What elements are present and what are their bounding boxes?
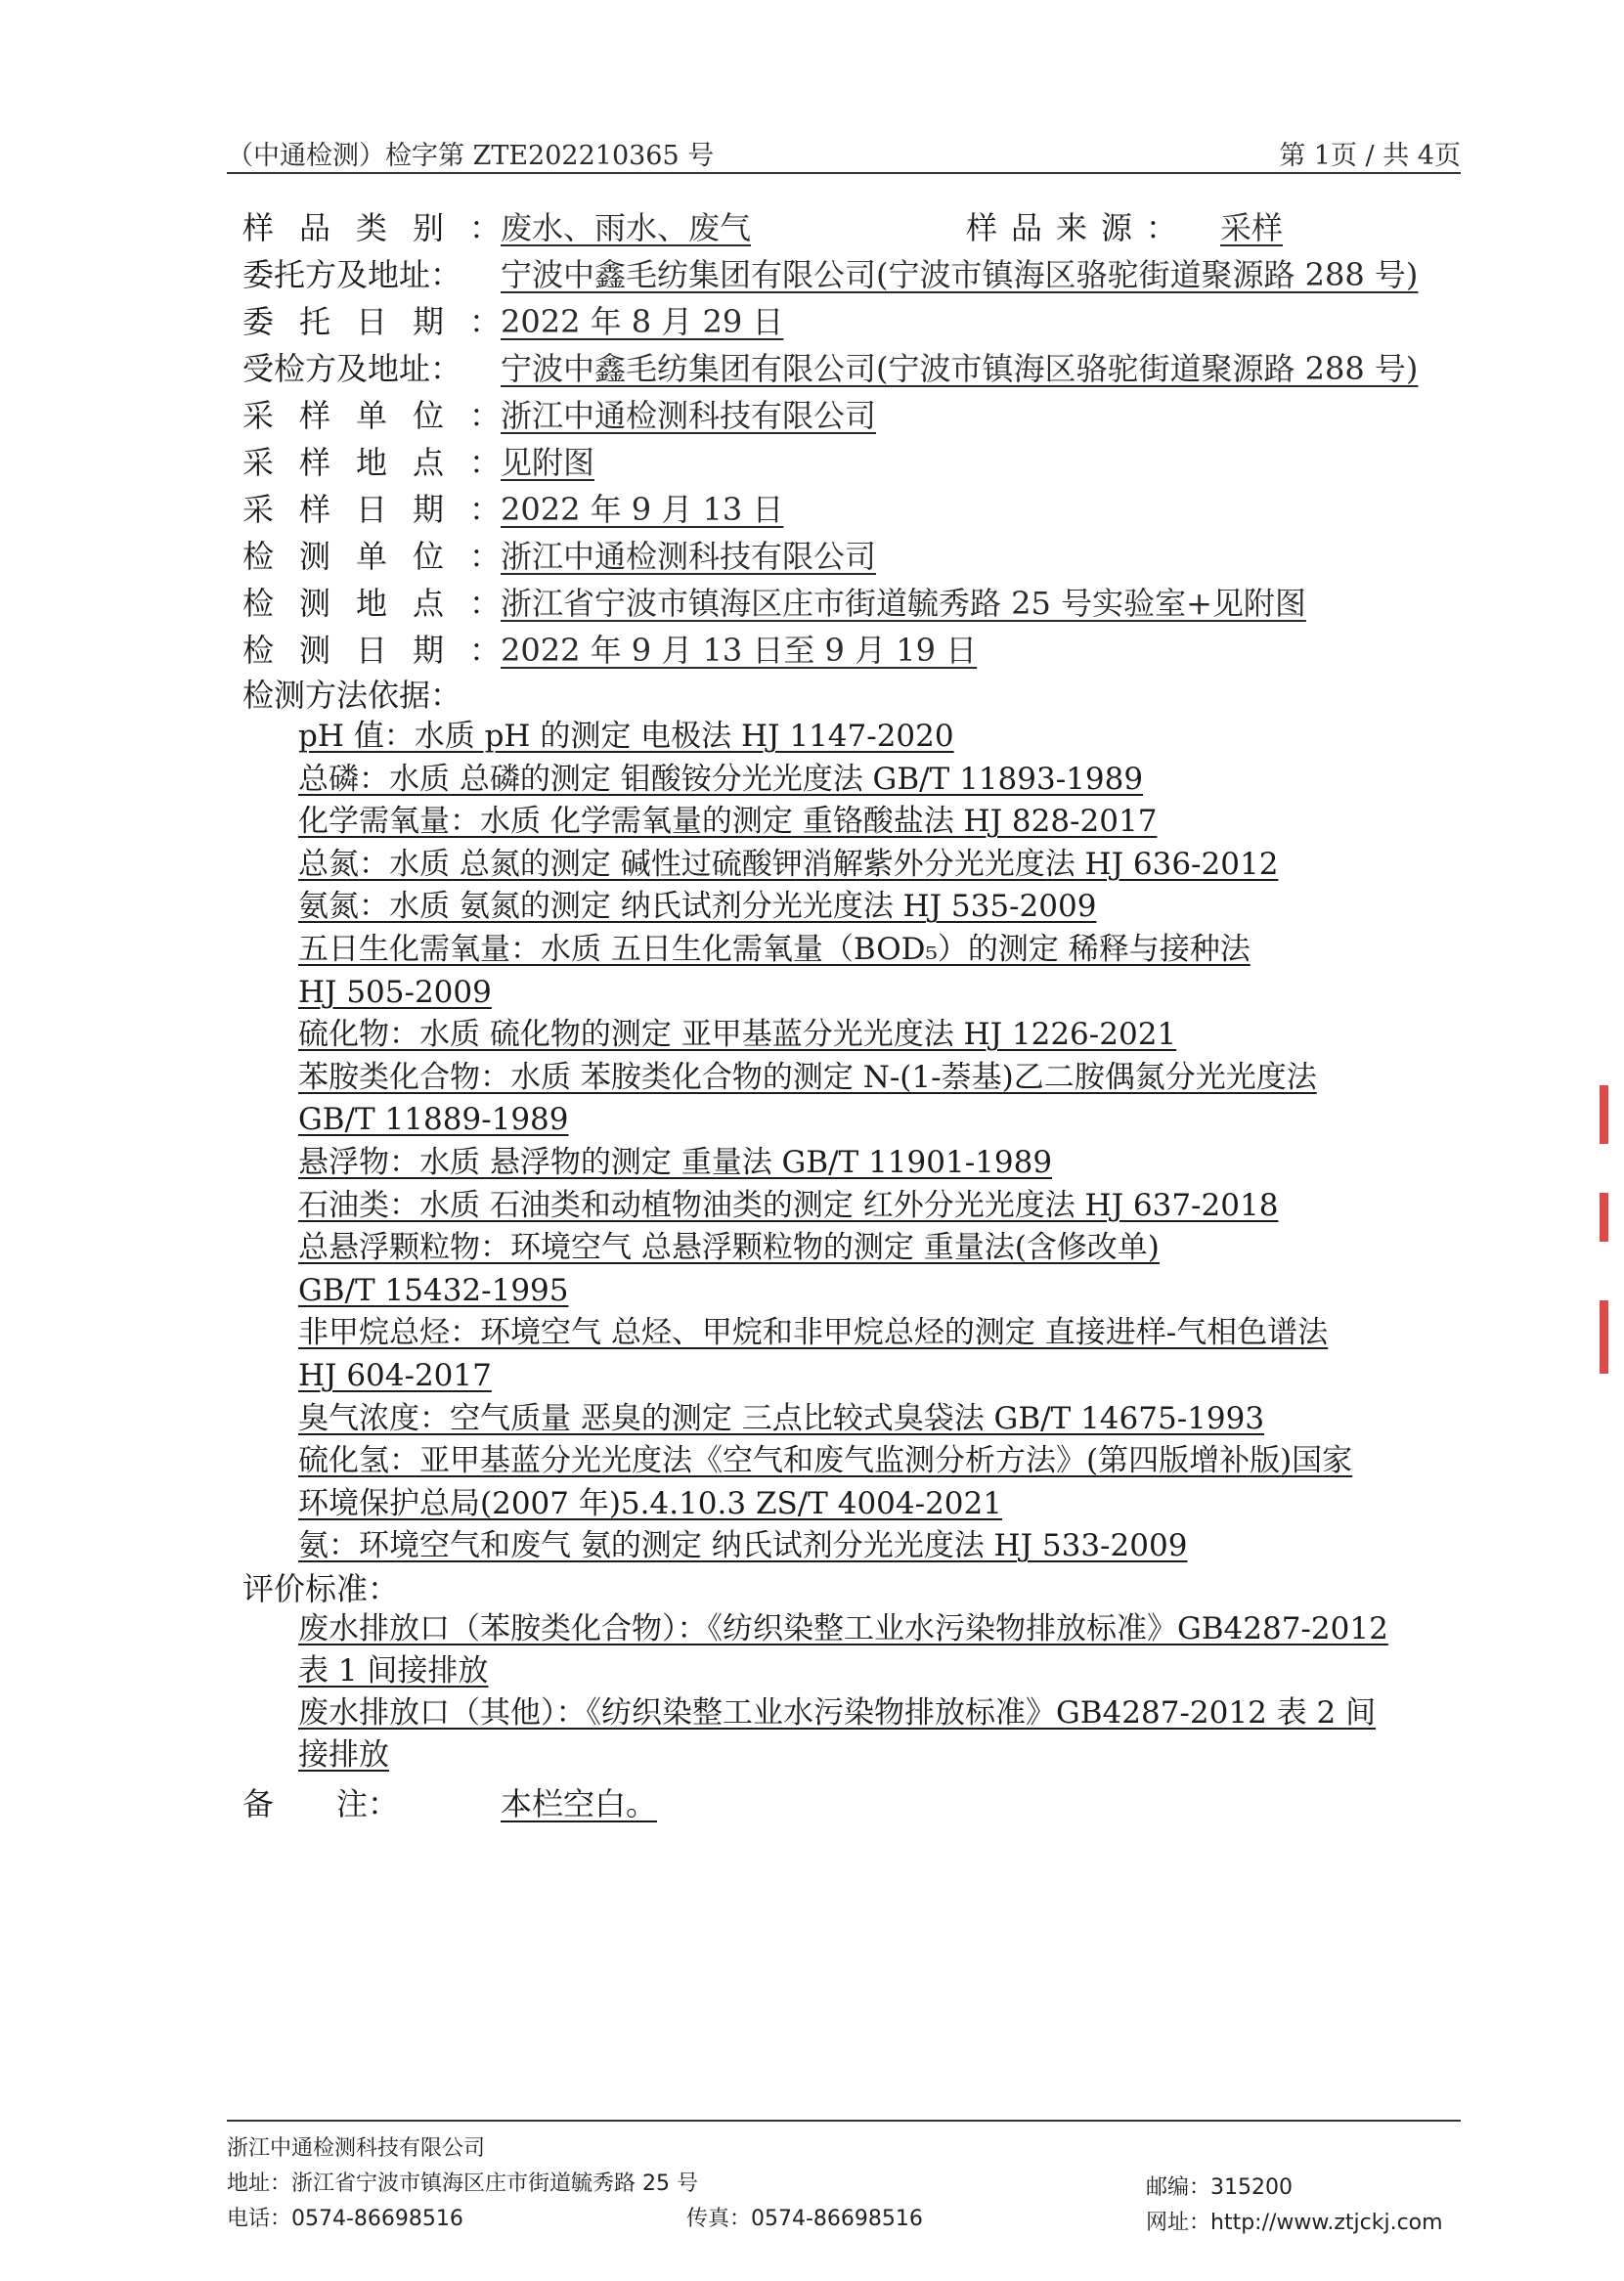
sampling-site-label: 采样地点： [242, 444, 527, 481]
method-line: GB/T 11889-1989 [298, 1102, 569, 1138]
footer-address: 地址：浙江省宁波市镇海区庄市街道毓秀路 25 号 [227, 2171, 698, 2196]
testing-date-value: 2022 年 9 月 13 日至 9 月 19 日 [501, 632, 978, 669]
method-line: 五日生化需氧量：水质 五日生化需氧量（BOD₅）的测定 稀释与接种法 [298, 931, 1251, 967]
field-row-entrust-date [242, 297, 1465, 344]
method-line: 悬浮物：水质 悬浮物的测定 重量法 GB/T 11901-1989 [298, 1144, 1053, 1180]
field-row-sampling-site [242, 438, 1465, 485]
method-line: 总氮：水质 总氮的测定 碱性过硫酸钾消解紫外分光光度法 HJ 636-2012 [298, 846, 1279, 882]
method-line: 化学需氧量：水质 化学需氧量的测定 重铬酸盐法 HJ 828-2017 [298, 804, 1158, 840]
method-line: 总悬浮颗粒物：环境空气 总悬浮颗粒物的测定 重量法(含修改单) [298, 1230, 1160, 1266]
testing-date-label: 检测日期： [242, 632, 527, 669]
footer-website[interactable]: 网址：http://www.ztjckj.com [1146, 2211, 1443, 2235]
standards-title: 评价标准： [242, 1570, 400, 1607]
report-number: （中通检测）检字第 ZTE202210365 号 [227, 141, 715, 171]
method-line: 臭气浓度：空气质量 恶臭的测定 三点比较式臭袋法 GB/T 14675-1993 [298, 1400, 1265, 1436]
seal-stamp-fragment [1600, 1300, 1608, 1374]
inspected-value: 宁波中鑫毛纺集团有限公司(宁波市镇海区骆驼街道聚源路 288 号) [501, 350, 1419, 387]
method-line: 氨氮：水质 氨氮的测定 纳氏试剂分光光度法 HJ 535-2009 [298, 889, 1097, 925]
field-row-testing-date [242, 626, 1465, 673]
standards-list [298, 1608, 1462, 1777]
method-line: pH 值：水质 pH 的测定 电极法 HJ 1147-2020 [298, 719, 954, 754]
report-fields [242, 203, 1465, 673]
testing-site-label: 检测地点： [242, 585, 527, 622]
client-value: 宁波中鑫毛纺集团有限公司(宁波市镇海区骆驼街道聚源路 288 号) [501, 256, 1419, 293]
footer-divider [227, 2120, 1461, 2122]
field-row-sample-type [242, 203, 1465, 250]
method-line: 硫化氢：亚甲基蓝分光光度法《空气和废气监测分析方法》(第四版增补版)国家 [298, 1443, 1353, 1479]
field-row-sampling-unit [242, 391, 1465, 438]
methods-list [298, 716, 1471, 1568]
method-line: HJ 604-2017 [298, 1357, 492, 1393]
seal-stamp-fragment [1600, 1193, 1608, 1242]
method-line: 石油类：水质 石油类和动植物油类的测定 红外分光光度法 HJ 637-2018 [298, 1187, 1279, 1223]
sampling-date-value: 2022 年 9 月 13 日 [501, 491, 784, 528]
entrust-date-label: 委托日期： [242, 303, 527, 340]
remarks-value: 本栏空白。 [501, 1785, 658, 1822]
footer-fax: 传真：0574-86698516 [686, 2207, 923, 2231]
sampling-site-value: 见附图 [501, 444, 595, 481]
entrust-date-value: 2022 年 8 月 29 日 [501, 303, 784, 340]
method-line: 非甲烷总烃：环境空气 总烃、甲烷和非甲烷总烃的测定 直接进样-气相色谱法 [298, 1315, 1329, 1351]
page-footer [227, 2127, 1461, 2235]
method-line: 苯胺类化合物：水质 苯胺类化合物的测定 N-(1-萘基)乙二胺偶氮分光光度法 [298, 1059, 1317, 1095]
field-row-sampling-date [242, 485, 1465, 532]
standard-line: 表 1 间接排放 [298, 1653, 489, 1689]
testing-site-value: 浙江省宁波市镇海区庄市街道毓秀路 25 号实验室+见附图 [501, 585, 1306, 622]
sampling-unit-value: 浙江中通检测科技有限公司 [501, 397, 877, 434]
testing-unit-value: 浙江中通检测科技有限公司 [501, 538, 877, 575]
testing-unit-label: 检测单位： [242, 538, 527, 575]
method-line: HJ 505-2009 [298, 974, 492, 1010]
footer-postcode: 邮编：315200 [1146, 2175, 1293, 2200]
field-row-testing-unit [242, 532, 1465, 579]
sample-source-value: 采样 [1220, 209, 1284, 246]
footer-company: 浙江中通检测科技有限公司 [227, 2136, 486, 2161]
sample-type-label: 样品类别： [242, 209, 527, 246]
page-indicator: 第 1页 / 共 4页 [1279, 141, 1461, 171]
sample-source-label: 样品来源： [966, 209, 1192, 246]
field-row-inspected [242, 344, 1465, 391]
remarks-label: 备 注： [242, 1785, 400, 1822]
field-row-testing-site [242, 579, 1465, 626]
client-label: 委托方及地址： [242, 256, 462, 293]
method-line: 总磷：水质 总磷的测定 钼酸铵分光光度法 GB/T 11893-1989 [298, 761, 1144, 797]
header-divider [227, 172, 1461, 174]
method-line: 氨：环境空气和废气 氨的测定 纳氏试剂分光光度法 HJ 533-2009 [298, 1528, 1188, 1564]
method-line: 环境保护总局(2007 年)5.4.10.3 ZS/T 4004-2021 [298, 1485, 1002, 1521]
sampling-date-label: 采样日期： [242, 491, 527, 528]
sample-type-value: 废水、雨水、废气 [501, 209, 752, 246]
footer-phone: 电话：0574-86698516 [227, 2207, 463, 2231]
standard-line: 废水排放口（其他）：《纺织染整工业水污染物排放标准》GB4287-2012 表 2 间 [298, 1695, 1377, 1731]
methods-title: 检测方法依据： [242, 677, 462, 714]
sampling-unit-label: 采样单位： [242, 397, 527, 434]
page-header [227, 130, 1461, 169]
method-line: GB/T 15432-1995 [298, 1272, 569, 1308]
field-row-client [242, 250, 1465, 297]
inspected-label: 受检方及地址： [242, 350, 462, 387]
standard-line: 接排放 [298, 1737, 389, 1773]
method-line: 硫化物：水质 硫化物的测定 亚甲基蓝分光光度法 HJ 1226-2021 [298, 1017, 1177, 1053]
standard-line: 废水排放口（苯胺类化合物）：《纺织染整工业水污染物排放标准》GB4287-2012 [298, 1611, 1388, 1646]
seal-stamp-fragment [1600, 1085, 1608, 1144]
